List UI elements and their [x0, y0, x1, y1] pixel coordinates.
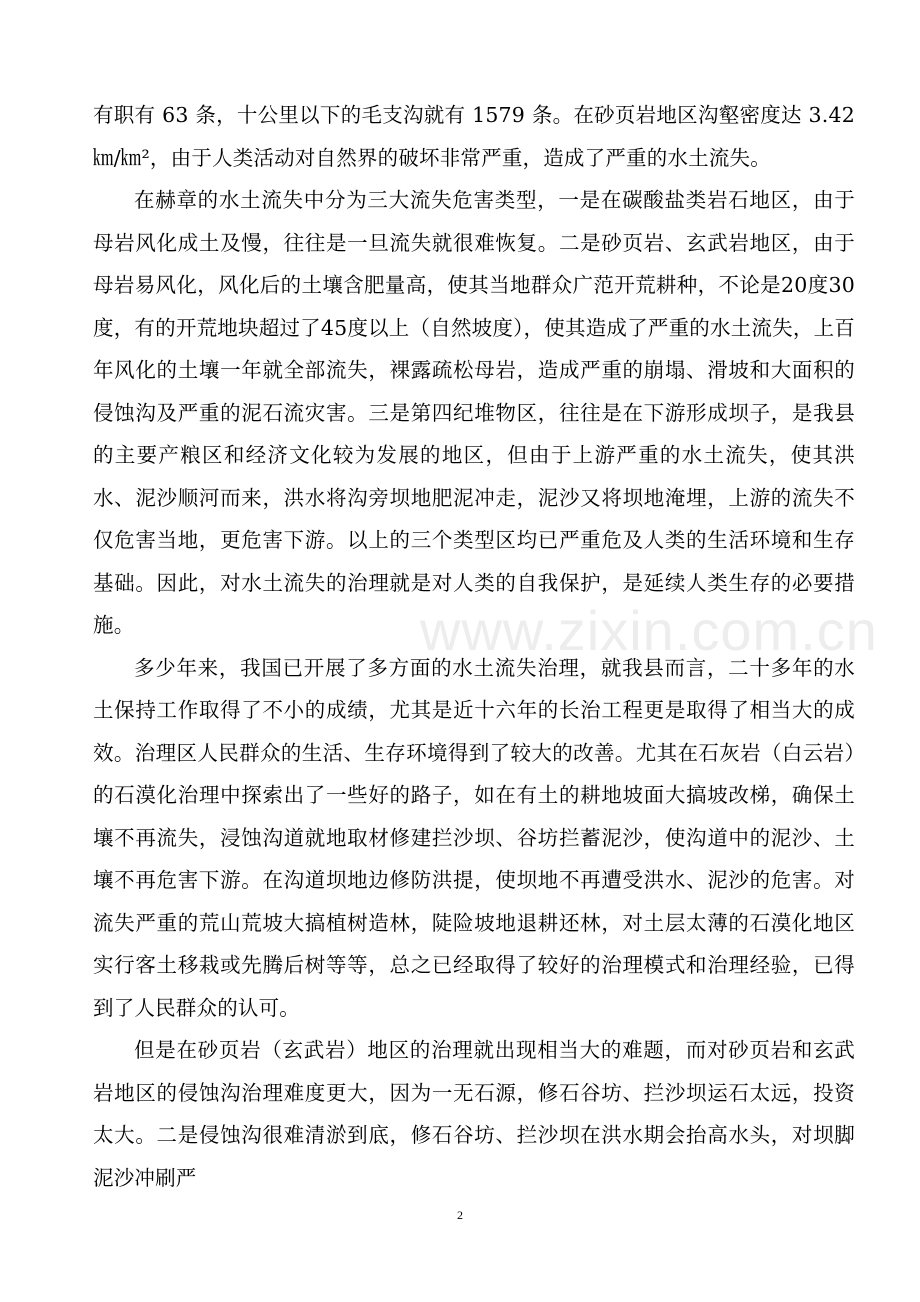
watermark: www.zixin.com.cn	[420, 599, 878, 662]
paragraph-treatment-achievements: 多少年来，我国已开展了多方面的水土流失治理，就我县而言，二十多年的水土保持工作取得了不小的成绩，尤其是近十六年的长治工程更是取得了相当大的成效。治理区人民群众的生活、生存环境得到了较大的改善。尤其在石灰岩（白云岩）的石漠化治理中探索出了一些好的路子，如在有土的耕地坡面大搞坡改梯，确保土壤不再流失，浸蚀沟道就地取材修建拦沙坝、谷坊拦蓄泥沙，使沟道中的泥沙、土壤不再危害下游。在沟道坝地边修防洪提，使坝地不再遭受洪水、泥沙的危害。对流失严重的荒山荒坡大搞植树造林，陡险坡地退耕还林，对土层太薄的石漠化地区实行客土移栽或先腾后树等等，总之已经取得了较好的治理模式和治理经验，已得到了人民群众的认可。	[93, 655, 855, 1020]
paragraph-erosion-types: 在赫章的水土流失中分为三大流失危害类型，一是在碳酸盐类岩石地区，由于母岩风化成土及慢，往往是一旦流失就很难恢复。二是砂页岩、玄武岩地区，由于母岩易风化，风化后的土壤含肥量高，使其当地群众广范开荒耕种，不论是20度30度，有的开荒地块超过了45度以上（自然坡度），使其造成了严重的水土流失，上百年风化的土壤一年就全部流失，裸露疏松母岩，造成严重的崩塌、滑坡和大面积的侵蚀沟及严重的泥石流灾害。三是第四纪堆物区，往往是在下游形成坝子，是我县的主要产粮区和经济文化较为发展的地区，但由于上游严重的水土流失，使其洪水、泥沙顺河而来，洪水将沟旁坝地肥泥冲走，泥沙又将坝地淹埋，上游的流失不仅危害当地，更危害下游。以上的三个类型区均已严重危及人类的生活环境和生存基础。因此，对水土流失的治理就是对人类的自我保护，是延续人类生存的必要措施。	[93, 188, 855, 637]
paragraph-continued: 有职有 63 条，十公里以下的毛支沟就有 1579 条。在砂页岩地区沟壑密度达 3.42㎞/㎞²，由于人类活动对自然界的破坏非常严重，造成了严重的水土流失。	[93, 103, 855, 170]
paragraph-sandstone-difficulty: 但是在砂页岩（玄武岩）地区的治理就出现相当大的难题，而对砂页岩和玄武岩地区的侵蚀沟治理难度更大，因为一无石源，修石谷坊、拦沙坝运石太远，投资太大。二是侵蚀沟很难清淤到底，修石谷坊、拦沙坝在洪水期会抬高水头，对坝脚泥沙冲刷严	[93, 1038, 855, 1190]
page-number: 2	[457, 1208, 463, 1222]
body-text	[93, 94, 855, 1199]
